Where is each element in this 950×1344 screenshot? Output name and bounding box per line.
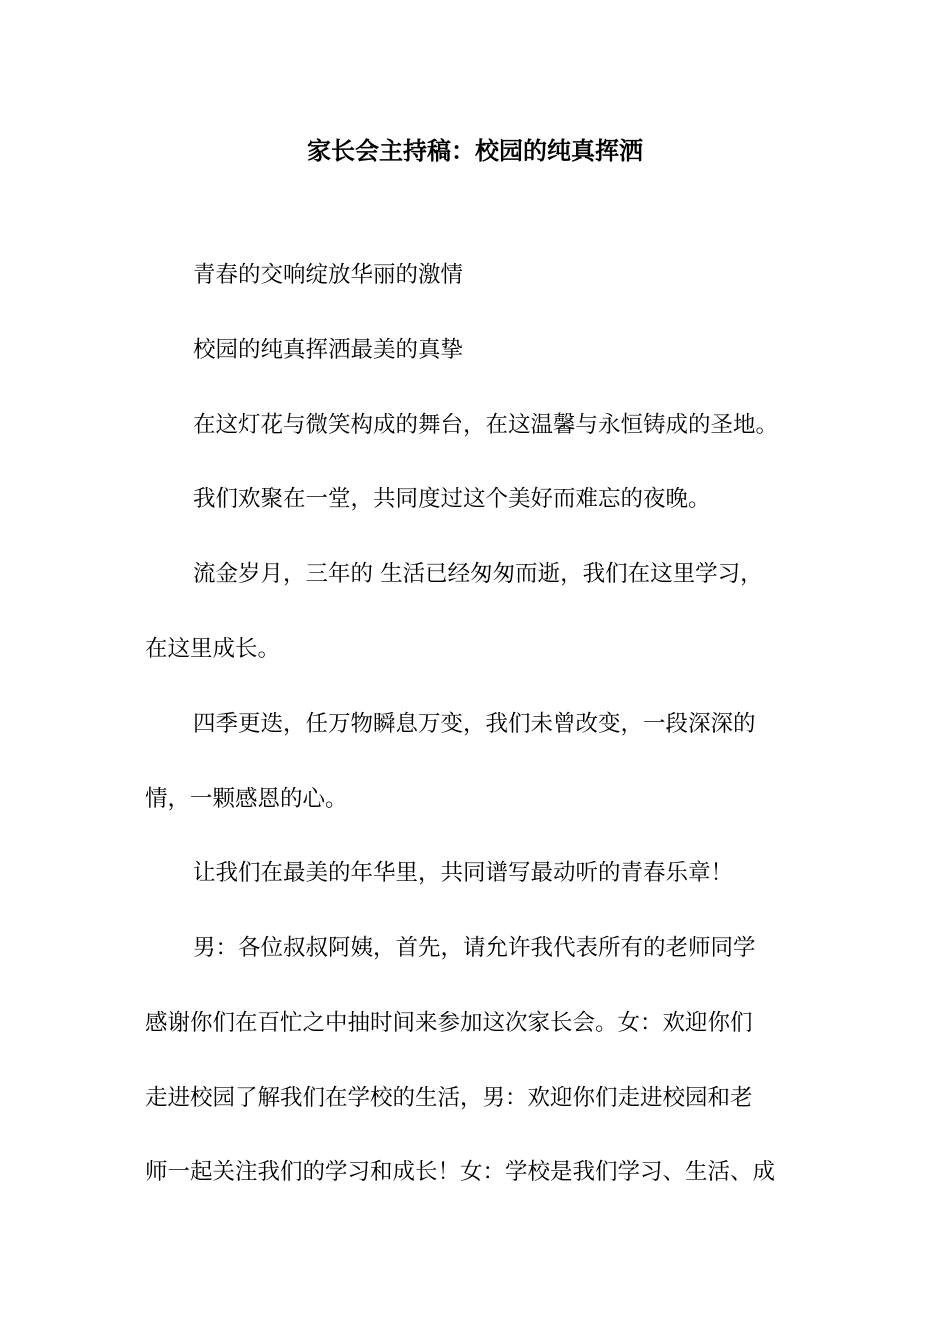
paragraph-line: 在这灯花与微笑构成的舞台，在这温馨与永恒铸成的圣地。: [193, 412, 779, 438]
paragraph-line: 校园的纯真挥洒最美的真挚: [193, 337, 464, 363]
paragraph-line: 我们欢聚在一堂，共同度过这个美好而难忘的夜晚。: [193, 486, 711, 512]
paragraph-line: 流金岁月，三年的 生活已经匆匆而逝，我们在这里学习，: [193, 561, 763, 587]
paragraph-line: 四季更迭，任万物瞬息万变，我们未曾改变，一段深深的: [193, 711, 756, 737]
paragraph-line: 情，一颗感恩的心。: [145, 786, 348, 812]
document-title: 家长会主持稿：校园的纯真挥洒: [307, 136, 643, 165]
paragraph-line: 在这里成长。: [145, 636, 281, 662]
paragraph-line: 男：各位叔叔阿姨，首先，请允许我代表所有的老师同学: [193, 935, 756, 961]
paragraph-line: 青春的交响绽放华丽的激情: [193, 262, 464, 288]
paragraph-line: 让我们在最美的年华里，共同谱写最动听的青春乐章！: [193, 860, 734, 886]
paragraph-line: 走进校园了解我们在学校的生活，男：欢迎你们走进校园和老: [145, 1085, 753, 1111]
paragraph-line: 感谢你们在百忙之中抽时间来参加这次家长会。女：欢迎你们: [145, 1010, 753, 1036]
paragraph-line: 师一起关注我们的学习和成长！女：学校是我们学习、生活、成: [145, 1159, 776, 1185]
